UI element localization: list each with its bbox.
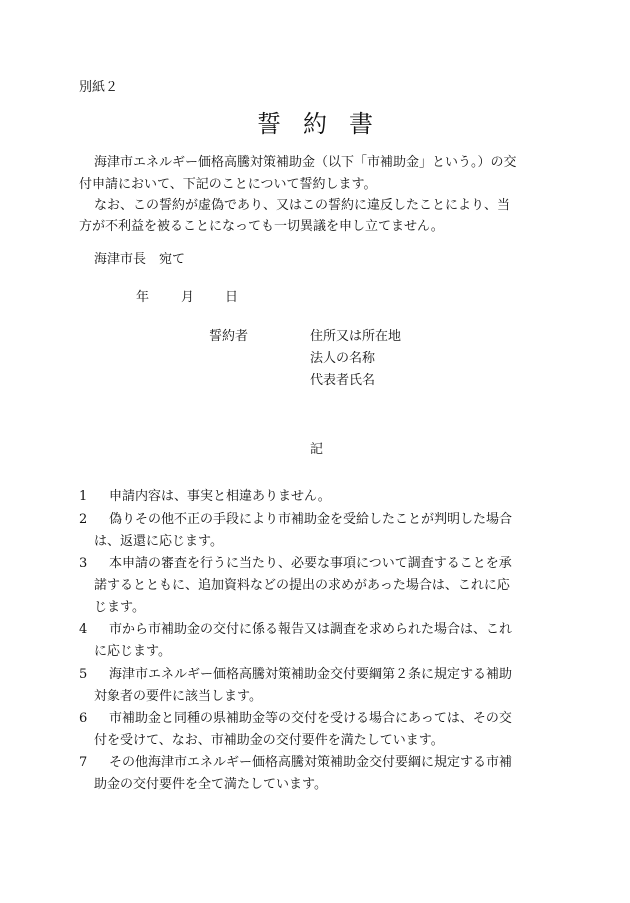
item-number: 2 <box>79 512 88 527</box>
item-text-continued: は、返還に応じます。 <box>94 534 223 549</box>
signer-address-field: 住所又は所在地 <box>310 329 402 344</box>
item-number: 5 <box>79 667 88 682</box>
item-text-continued: 助金の交付要件を全て満たしています。 <box>94 777 327 792</box>
item-text: 市補助金と同種の県補助金等の交付を受ける場合にあっては、その交 <box>109 711 512 726</box>
list-item <box>79 667 512 683</box>
item-number: 3 <box>79 556 88 571</box>
signer-corporation-field: 法人の名称 <box>310 351 376 366</box>
item-text-continued: 諾するとともに、追加資料などの提出の求めがあった場合は、これに応 <box>94 578 510 593</box>
date-year: 年 <box>136 290 150 305</box>
list-item <box>79 512 512 528</box>
list-item <box>79 556 512 572</box>
item-text-continued: 付を受けて、なお、市補助金の交付要件を満たしています。 <box>94 733 444 748</box>
ki-heading: 記 <box>310 442 324 457</box>
intro-line-3: なお、この誓約が虚偽であり、又はこの誓約に違反したことにより、当 <box>94 198 511 213</box>
intro-line-2: 付申請において、下記のことについて誓約します。 <box>79 177 377 192</box>
intro-line-1: 海津市エネルギー価格高騰対策補助金（以下「市補助金」という。）の交 <box>94 155 517 170</box>
signer-representative-field: 代表者氏名 <box>310 373 376 388</box>
item-text-continued: に応じます。 <box>94 644 171 659</box>
addressee: 海津市長 宛て <box>94 252 186 267</box>
item-number: 4 <box>79 622 88 637</box>
item-text: 本申請の審査を行うに当たり、必要な事項について調査することを承 <box>109 556 512 571</box>
list-item <box>79 489 331 505</box>
item-text-continued: じます。 <box>94 600 145 615</box>
list-item <box>79 711 512 727</box>
item-text: その他海津市エネルギー価格高騰対策補助金交付要綱に規定する市補 <box>109 755 513 770</box>
signer-label: 誓約者 <box>209 329 249 344</box>
item-number: 7 <box>79 755 88 770</box>
intro-line-4: 方が不利益を被ることになっても一切異議を申し立てません。 <box>79 219 444 234</box>
item-text: 市から市補助金の交付に係る報告又は調査を求められた場合は、これ <box>109 622 513 637</box>
item-number: 6 <box>79 711 88 726</box>
list-item <box>79 755 512 771</box>
attachment-label: 別紙２ <box>79 80 119 95</box>
item-text: 申請内容は、事実と相違ありません。 <box>109 489 331 504</box>
date-day: 日 <box>225 290 239 305</box>
item-number: 1 <box>79 489 88 504</box>
item-text: 海津市エネルギー価格高騰対策補助金交付要綱第２条に規定する補助 <box>109 667 513 682</box>
list-item <box>79 622 512 638</box>
date-month: 月 <box>181 290 195 305</box>
item-text: 偽りその他不正の手段により市補助金を受給したことが判明した場合 <box>109 512 513 527</box>
document-title: 誓約書 <box>257 110 395 138</box>
item-text-continued: 対象者の要件に該当します。 <box>94 689 262 704</box>
